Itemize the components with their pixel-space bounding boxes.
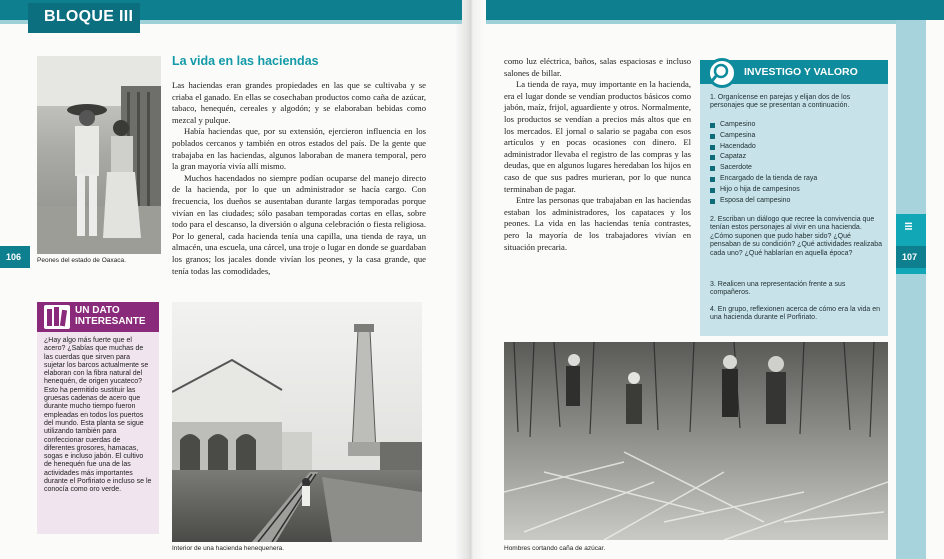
side-strip xyxy=(896,20,926,559)
peones-photo xyxy=(37,56,161,254)
article-paragraph: como luz eléctrica, baños, salas espaciosas e incluso salones de billar. xyxy=(504,56,691,78)
dato-interesante-title xyxy=(75,305,146,327)
page-number-left: 106 xyxy=(6,252,22,262)
dato-title-line2: INTERESANTE xyxy=(75,316,146,327)
role-item: Hacendado xyxy=(710,142,817,153)
magnifier-icon xyxy=(707,58,737,88)
header-stripe-right xyxy=(486,20,896,24)
book-gutter xyxy=(455,0,485,559)
role-item: Encargado de la tienda de raya xyxy=(710,174,817,185)
dato-title-line1: UN DATO xyxy=(75,305,120,316)
article-paragraph: Entre las personas que trabajaban en las haciendas estaban los administradores, los capataces y los peones. La vida en las haciendas tenía contrastes, pero la mayoría de los trabajadores vivían en situación precaria. xyxy=(504,195,691,252)
cana-photo xyxy=(504,342,888,540)
role-item: Campesina xyxy=(710,131,817,142)
investigo-title: INVESTIGO Y VALORO xyxy=(744,66,858,78)
investigo-step-2: 2. Escriban un diálogo que recree la convivencia que tenían estos personajes al vivir en una hacienda. ¿Cómo suponen que pudo haber sido? ¿Qué pensaban de su condición? ¿Qué actividades realizaba cada uno? ¿Qué hablarían en aquella época? xyxy=(710,216,883,257)
role-item: Hijo o hija de campesinos xyxy=(710,185,817,196)
cana-caption: Hombres cortando caña de azúcar. xyxy=(504,545,606,552)
hacienda-caption: Interior de una hacienda henequenera. xyxy=(172,545,285,552)
page-number-right: 107 xyxy=(902,252,918,262)
article-column-right xyxy=(504,56,691,253)
side-tab-label: III xyxy=(904,222,915,231)
article-title: La vida en las haciendas xyxy=(172,54,319,68)
article-paragraph: Las haciendas eran grandes propiedades en las que se cultivaba y se criaba el ganado. En ellas se cosechaban productos como caña de azúcar, tabaco, henequén, cereales y algodón; y se elaboraban bebidas como mezcal y pulque. xyxy=(172,80,426,125)
header-bar-right xyxy=(486,0,944,20)
role-item: Capataz xyxy=(710,152,817,163)
article-column-left xyxy=(172,80,426,277)
investigo-step-3: 3. Realicen una representación frente a sus compañeros. xyxy=(710,281,846,297)
hacienda-photo xyxy=(172,302,422,542)
role-list xyxy=(710,120,817,206)
article-paragraph: La tienda de raya, muy importante en la hacienda, era el lugar donde se vendían productos básicos como jabón, maíz, frijol, aguardiente y otros. Normalmente, los productos se vendían a precios más altos que en los mercados. El jornal o salario se pagaba con esos artículos y en pocas ocasiones con dinero. El administrador llevaba el registro de las compras y las deudas, que en algunos lugares heredaban los hijos en caso de que sus padres murieran, por lo que nunca terminaban de pagar. xyxy=(504,79,691,194)
investigo-step-4: 4. En grupo, reflexionen acerca de cómo era la vida en una hacienda durante el Porfiriato. xyxy=(710,306,881,322)
books-icon xyxy=(44,305,70,329)
role-item: Campesino xyxy=(710,120,817,131)
dato-interesante-text: ¿Hay algo más fuerte que el acero? ¿Sabías que muchas de las cuerdas que sirven para sujetar los barcos actualmente se elaboran con la fibra natural del henequén, de origen yucateco? Esto ha permitido sustituir las gruesas cadenas de acero que durante mucho tiempo fueron empleadas en todos los puertos del mundo. Esta planta se sigue utilizando también para confeccionar cuerdas de diferentes grosores, hamacas, sogas e incluso jabón. El cultivo de henequén fue una de las actividades más importantes durante el Porfiriato e incluso se le conocía como oro verde. xyxy=(44,337,152,494)
bloque-title: BLOQUE III xyxy=(44,8,134,25)
article-paragraph: Muchos hacendados no siempre podían ocuparse del manejo directo de la hacienda, por lo que un administrador se hacía cargo. Con frecuencia, los dueños se ausentaban durante largas temporadas porque vivían en las ciudades; sólo pasaban temporadas cortas en ellas, sobre todo para el descanso, la diversión o alguna celebración o fiesta religiosa. Por lo general, cada hacienda tenía una capilla, una tienda de raya, un almacén, una escuela, una cárcel, una troje o lugar en donde se guardaban los granos; los jacales donde vivían los peones, y la casa grande, que tenía todas las comodidades, xyxy=(172,172,426,276)
role-item: Esposa del campesino xyxy=(710,196,817,207)
peones-caption: Peones del estado de Oaxaca. xyxy=(37,257,126,264)
article-paragraph: Había haciendas que, por su extensión, ejercieron influencia en los poblados cercanos y también en otros estados del país. De la gente que trabajaba en las haciendas, algunos laboraban de manera temporal, pero la gran mayoría vivía allí mismo. xyxy=(172,126,426,172)
investigo-step-1: 1. Organícense en parejas y elijan dos de los personajes que se presentan a continuación. xyxy=(710,94,851,110)
role-item: Sacerdote xyxy=(710,163,817,174)
